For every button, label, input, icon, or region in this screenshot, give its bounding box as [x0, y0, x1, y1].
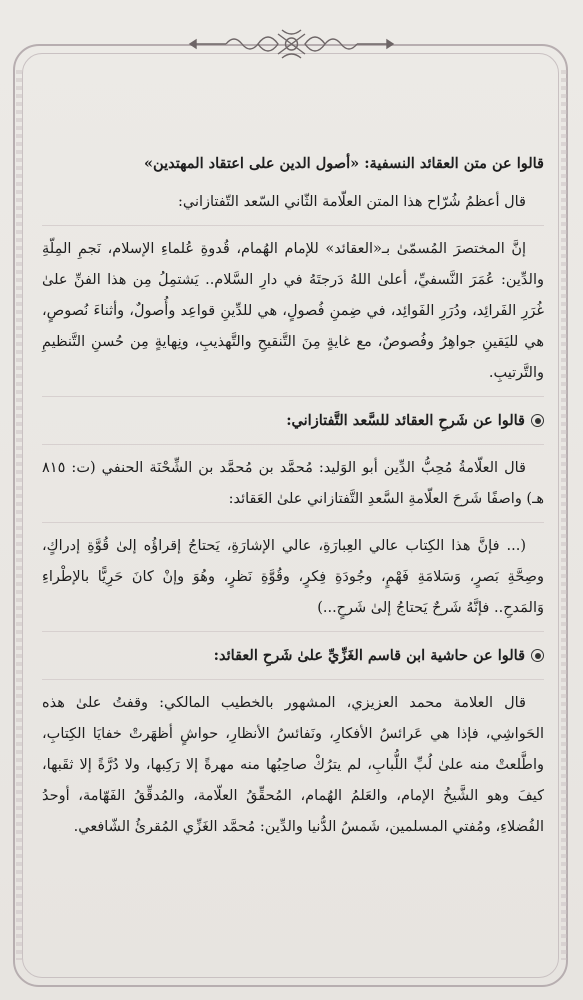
- divider: [42, 225, 544, 226]
- section-heading-commentary: [42, 405, 544, 436]
- bullet-icon: [531, 414, 544, 427]
- divider: [42, 396, 544, 397]
- section1-paragraph: قال العلّامةُ مُحِبُّ الدِّين أبو الوَليد: مُحمَّد بن مُحمَّد بن الشِّحْنَة الحنفي (ت: ٨١٥ هـ) واصفًا شَرحَ العلّامةِ السَّعدِ التَّفتازاني علىٰ العَقائد:: [42, 460, 544, 507]
- section-heading-text: قالوا عن حاشية ابن قاسم الغَزِّيِّ علىٰ شَرحِ العقائد:: [213, 647, 525, 664]
- section-heading-text: قالوا عن شَرحِ العقائد للسَّعد التَّفتازاني:: [286, 412, 525, 429]
- heading-quote: قالوا عن متن العقائد النسفية: «أصول الدين على اعتقاد المهتدين»: [143, 155, 544, 172]
- divider: [42, 679, 544, 680]
- intro-paragraph: إنَّ المختصرَ المُسمّىٰ بـ«العقائد» للإمام الهُمام، قُدوةِ عُلماءِ الإسلام، نَجمِ المِلّةِ والدِّين: عُمَرَ النَّسفيِّ، أعلىٰ اللهُ دَرجتَهُ في دارِ السَّلام.. يَشتمِلُ مِن هذا الفنِّ علىٰ غُرَرِ الفَرائِد، ودُرَرِ الفَوائِد، في ضِمنِ فُصولٍ، هي للدِّينِ قواعِد وأُصولٌ، وأثناءَ نُصوصٍ، هي لليَقينِ جواهِرُ وفُصوصٌ، مع غايةٍ مِنَ التَّنقيحِ والتَّهذيبِ، ونِهايةٍ مِن حُسنِ التَّنظيمِ والتَّرتيبِ.: [42, 241, 544, 381]
- intro-line: قال أعظمُ شُرّاح هذا المتن العلّامة الثّاني السّعد التّفتازاني:: [177, 194, 526, 210]
- bullet-icon: [531, 649, 544, 662]
- page-content: [42, 148, 544, 850]
- frame-chain-left: [16, 70, 22, 960]
- section1-quote: (... فإنَّ هذا الكِتاب عالي العِبارَةِ، عالي الإشارَةِ، يَحتاجُ إقراؤُه إلىٰ قُوَّةِ إدراكٍ، وصِحَّةِ بَصرٍ، وَسَلامَةِ فَهْمٍ، وجُودَةِ فِكرٍ، وقُوَّةِ نَظرٍ، وهُوَ وإنْ كانَ حَرِيًّا بالإطْراءِ وَالمَدحِ.. فإنَّهُ شَرحٌ يَحتاجُ إلىٰ شَرحٍ...): [42, 538, 544, 616]
- section2-paragraph: قال العلامة محمد العزيزي، المشهور بالخطيب المالكي: وقفتُ علىٰ هذه الحَواشِي، فإذا هي عَرائسُ الأفكارِ، ونَفائسُ الأنظارِ، حواشٍ أظهَرتْ خفايَا الكِتابِ، واطَّلعتْ منه علىٰ لُبِّ اللُّبابِ، لم يترُكْ صاحِبُها منه مهرةً إلا رَكِبها، ولا دُرَّةً إلا ثقَبها، كيفَ وهو الشَّيخُ الإمام، والعَلمُ الهُمام، المُحقِّقُ العلّامة، والمُدقِّقُ الفَهّامة، أوحدُ الفُضلاءِ، ومُفتي المسلمين، شَمسُ الدُّنيا والدِّين: مُحمَّد الغَزِّي المُقرئُ الشّافعي.: [42, 695, 544, 835]
- frame-chain-right: [561, 70, 567, 960]
- floral-ornament-icon: [186, 26, 397, 62]
- divider: [42, 631, 544, 632]
- section-heading-gloss: [42, 640, 544, 671]
- divider: [42, 444, 544, 445]
- divider: [42, 522, 544, 523]
